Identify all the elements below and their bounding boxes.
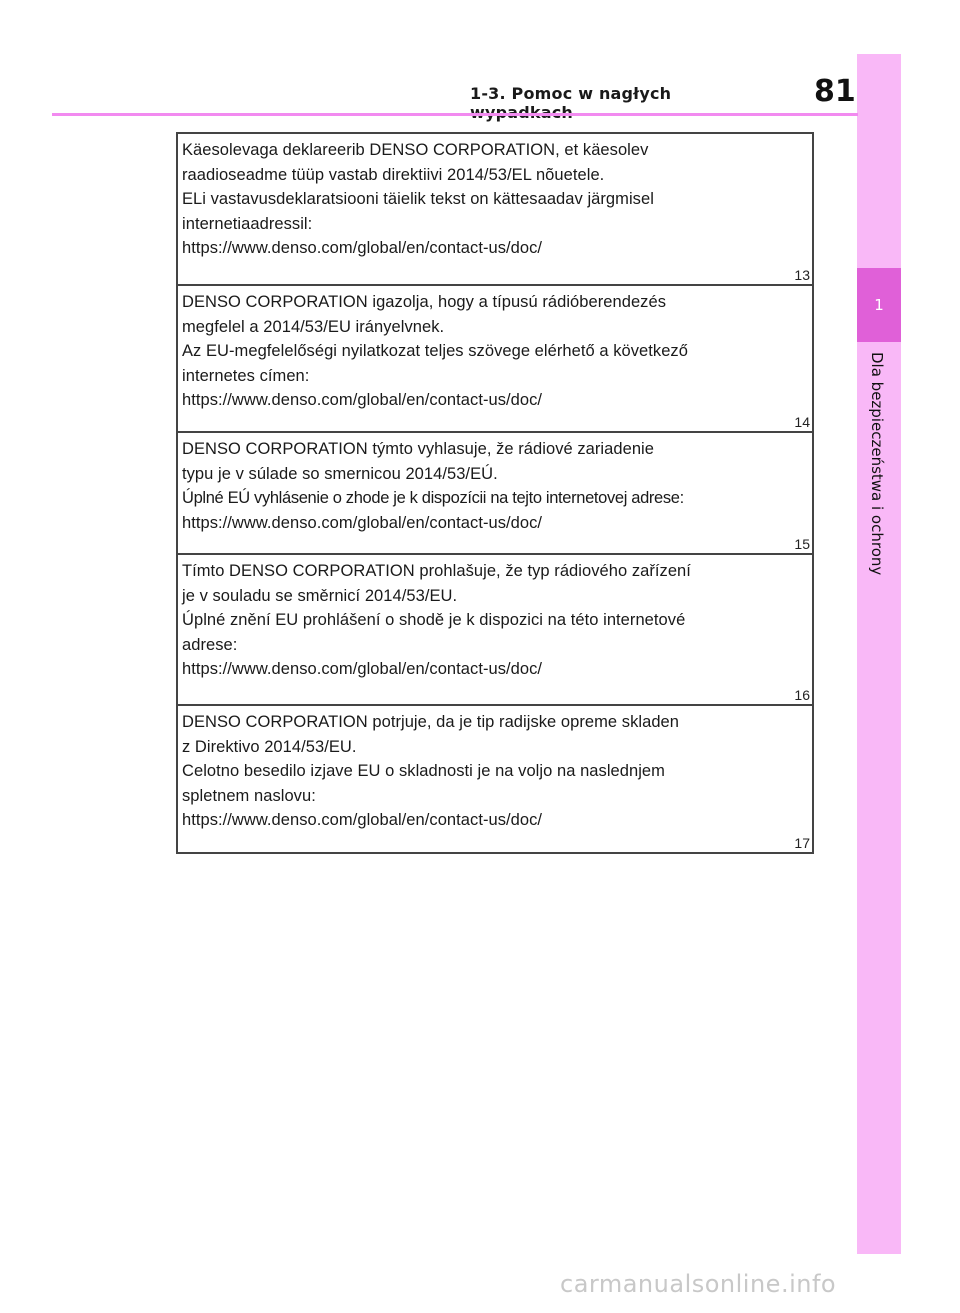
declaration-number: 14 (794, 414, 810, 430)
declaration-number: 17 (794, 835, 810, 851)
declaration-url: https://www.denso.com/global/en/contact-us/doc/ (182, 239, 543, 258)
declaration-line: Käesolevaga deklareerib DENSO CORPORATION, et käesolev (182, 141, 649, 159)
side-chapter-tab (857, 54, 901, 1254)
declaration-line: ELi vastavusdeklaratsiooni täielik tekst on kättesaadav järgmisel (182, 190, 654, 209)
declaration-line: z Direktivo 2014/53/EU. (182, 737, 357, 756)
declaration-number: 15 (794, 536, 810, 552)
declaration-cell-13 (178, 134, 812, 284)
declaration-line: DENSO CORPORATION týmto vyhlasuje, že rádiové zariadenie (182, 440, 654, 458)
declaration-line: Úplné znění EU prohlášení o shodě je k dispozici na této internetové (182, 611, 686, 630)
declaration-line: adrese: (182, 635, 238, 654)
header-divider (52, 113, 858, 116)
declaration-line: DENSO CORPORATION potrjuje, da je tip radijske opreme skladen (182, 713, 680, 731)
declaration-cell-17 (178, 704, 812, 852)
declaration-line: Tímto DENSO CORPORATION prohlašuje, že typ rádiového zařízení (182, 562, 691, 580)
chapter-number: 1 (874, 296, 884, 314)
chapter-number-badge (857, 268, 901, 342)
declaration-line: je v souladu se směrnicí 2014/53/EU. (182, 586, 458, 605)
declaration-line: Az EU-megfelelőségi nyilatkozat teljes szövege elérhető a következő (182, 342, 688, 361)
declaration-line: DENSO CORPORATION igazolja, hogy a típusú rádióberendezés (182, 293, 667, 311)
declaration-line: internetes címen: (182, 366, 310, 385)
declaration-line: raadioseadme tüüp vastab direktiivi 2014/53/EL nõuetele. (182, 165, 605, 184)
declaration-line: typu je v súlade so smernicou 2014/53/EÚ. (182, 464, 498, 483)
declaration-table (176, 132, 814, 854)
declaration-url: https://www.denso.com/global/en/contact-us/doc/ (182, 391, 543, 410)
declaration-number: 13 (794, 267, 810, 283)
declaration-cell-15 (178, 431, 812, 553)
declaration-line: Celotno besedilo izjave EU o skladnosti je na voljo na naslednjem (182, 762, 665, 781)
declaration-line: internetiaadressil: (182, 214, 313, 233)
declaration-url: https://www.denso.com/global/en/contact-us/doc/ (182, 660, 543, 679)
declaration-url: https://www.denso.com/global/en/contact-us/doc/ (182, 513, 543, 532)
declaration-number: 16 (794, 687, 810, 703)
chapter-label: Dla bezpieczeństwa i ochrony (868, 352, 886, 576)
declaration-cell-14 (178, 284, 812, 431)
page-number: 81 (814, 74, 856, 109)
watermark: carmanualsonline.info (560, 1270, 837, 1298)
declaration-cell-16 (178, 553, 812, 704)
declaration-line: megfelel a 2014/53/EU irányelvnek. (182, 317, 445, 336)
declaration-line: Úplné EÚ vyhlásenie o zhode je k dispozícii na tejto internetovej adrese: (182, 489, 684, 508)
declaration-url: https://www.denso.com/global/en/contact-us/doc/ (182, 811, 543, 830)
declaration-line: spletnem naslovu: (182, 786, 316, 805)
section-title: 1-3. Pomoc w nagłych (470, 84, 672, 103)
